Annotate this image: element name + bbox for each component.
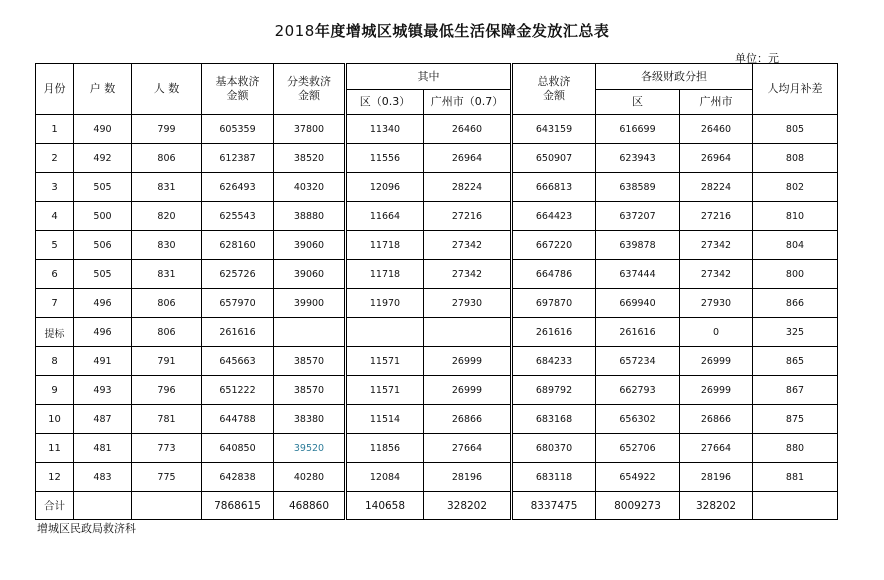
cell-district: 657234 [596,347,680,376]
cell-households: 481 [74,434,132,463]
total-category: 468860 [274,492,346,520]
cell-total: 643159 [512,115,596,144]
title-year: 2018 [274,22,315,40]
cell-month: 4 [36,202,74,231]
cell-month: 5 [36,231,74,260]
cell-city-share: 26964 [424,144,512,173]
table-row [36,376,838,405]
cell-households: 493 [74,376,132,405]
header-total-relief [512,64,596,115]
cell-total: 666813 [512,173,596,202]
cell-category: 37800 [274,115,346,144]
cell-basic: 642838 [202,463,274,492]
cell-people: 831 [132,173,202,202]
cell-month: 8 [36,347,74,376]
header-per-capita: 人均月补差 [753,64,838,115]
table-row [36,115,838,144]
table-row [36,231,838,260]
header-city: 广州市 [680,90,753,115]
cell-per-capita: 880 [753,434,838,463]
cell-district: 616699 [596,115,680,144]
table-row [36,144,838,173]
header-category-relief-line2: 金额 [298,89,320,102]
header-total-relief-line2: 金额 [543,89,565,102]
cell-district: 638589 [596,173,680,202]
cell-basic: 640850 [202,434,274,463]
cell-basic: 612387 [202,144,274,173]
cell-city-share: 27342 [424,231,512,260]
table-row [36,434,838,463]
cell-city-share: 26460 [424,115,512,144]
total-city-share: 328202 [424,492,512,520]
cell-district: 639878 [596,231,680,260]
cell-district-share: 11571 [346,347,424,376]
cell-month: 6 [36,260,74,289]
relief-summary-table [35,63,838,520]
cell-households: 506 [74,231,132,260]
cell-per-capita: 808 [753,144,838,173]
cell-households: 487 [74,405,132,434]
cell-category: 38880 [274,202,346,231]
cell-district-share: 11856 [346,434,424,463]
header-district: 区 [596,90,680,115]
total-district: 8009273 [596,492,680,520]
cell-basic: 651222 [202,376,274,405]
cell-per-capita: 325 [753,318,838,347]
total-label: 合计 [36,492,74,520]
cell-district-share: 11556 [346,144,424,173]
cell-per-capita: 875 [753,405,838,434]
cell-households: 492 [74,144,132,173]
cell-households: 483 [74,463,132,492]
cell-city: 26964 [680,144,753,173]
table-row [36,289,838,318]
cell-total: 650907 [512,144,596,173]
header-basic-relief-line2: 金额 [226,89,249,102]
cell-city-share: 26866 [424,405,512,434]
cell-people: 830 [132,231,202,260]
cell-city-share: 27664 [424,434,512,463]
header-city-share: 广州市（0.7） [424,90,512,115]
cell-per-capita: 800 [753,260,838,289]
cell-district: 656302 [596,405,680,434]
cell-per-capita: 802 [753,173,838,202]
header-basic-relief-line1: 基本救济 [215,75,260,88]
header-basic-relief [202,64,274,115]
cell-district-share: 12096 [346,173,424,202]
header-category-relief [274,64,346,115]
cell-city-share: 27342 [424,260,512,289]
cell-people: 781 [132,405,202,434]
cell-district: 654922 [596,463,680,492]
cell-category: 38570 [274,376,346,405]
cell-people: 820 [132,202,202,231]
cell-city: 27342 [680,231,753,260]
cell-district: 637444 [596,260,680,289]
header-category-relief-line1: 分类救济 [287,75,331,88]
cell-category: 39060 [274,231,346,260]
cell-people: 796 [132,376,202,405]
table-row [36,260,838,289]
cell-city-share: 27930 [424,289,512,318]
cell-basic: 625726 [202,260,274,289]
cell-per-capita: 867 [753,376,838,405]
cell-per-capita: 810 [753,202,838,231]
cell-district-share: 11340 [346,115,424,144]
cell-total: 261616 [512,318,596,347]
cell-month: 11 [36,434,74,463]
cell-category: 40280 [274,463,346,492]
cell-city: 26999 [680,376,753,405]
cell-people: 773 [132,434,202,463]
cell-month: 1 [36,115,74,144]
cell-per-capita: 866 [753,289,838,318]
cell-district-share [346,318,424,347]
cell-city-share [424,318,512,347]
cell-city-share: 28196 [424,463,512,492]
total-row [36,492,838,520]
table-row [36,405,838,434]
cell-city: 28196 [680,463,753,492]
total-basic: 7868615 [202,492,274,520]
cell-district-share: 11718 [346,260,424,289]
footer-department: 增城区民政局救济科 [37,522,136,535]
table-row [36,173,838,202]
cell-total: 689792 [512,376,596,405]
table-row [36,318,838,347]
total-district-share: 140658 [346,492,424,520]
cell-category: 38570 [274,347,346,376]
total-per-capita [753,492,838,520]
cell-district-share: 11571 [346,376,424,405]
table-body [36,115,838,492]
cell-basic: 626493 [202,173,274,202]
cell-category: 38380 [274,405,346,434]
cell-total: 667220 [512,231,596,260]
title-text: 年度增城区城镇最低生活保障金发放汇总表 [314,22,610,40]
cell-people: 791 [132,347,202,376]
cell-total: 683168 [512,405,596,434]
total-city: 328202 [680,492,753,520]
cell-city-share: 28224 [424,173,512,202]
cell-category: 40320 [274,173,346,202]
header-finance-split: 各级财政分担 [596,64,753,90]
cell-people: 806 [132,144,202,173]
cell-people: 831 [132,260,202,289]
cell-month: 10 [36,405,74,434]
cell-month: 7 [36,289,74,318]
cell-district: 662793 [596,376,680,405]
cell-total: 664423 [512,202,596,231]
cell-per-capita: 865 [753,347,838,376]
cell-households: 500 [74,202,132,231]
cell-households: 505 [74,260,132,289]
cell-total: 684233 [512,347,596,376]
cell-month: 12 [36,463,74,492]
cell-category: 38520 [274,144,346,173]
cell-households: 496 [74,289,132,318]
cell-city-share: 27216 [424,202,512,231]
cell-basic: 261616 [202,318,274,347]
header-district-share: 区（0.3） [346,90,424,115]
cell-per-capita: 881 [753,463,838,492]
cell-city: 27342 [680,260,753,289]
cell-month: 2 [36,144,74,173]
cell-city: 28224 [680,173,753,202]
header-total-relief-line1: 总救济 [537,75,571,88]
cell-people: 806 [132,318,202,347]
header-month: 月份 [36,64,74,115]
cell-district: 623943 [596,144,680,173]
cell-category: 39520 [274,434,346,463]
cell-district: 669940 [596,289,680,318]
cell-total: 680370 [512,434,596,463]
cell-city: 0 [680,318,753,347]
cell-people: 775 [132,463,202,492]
sheet-title [0,20,884,41]
cell-district: 637207 [596,202,680,231]
cell-city: 27930 [680,289,753,318]
cell-month: 提标 [36,318,74,347]
cell-city: 27216 [680,202,753,231]
table-row [36,347,838,376]
table-header [36,64,838,115]
cell-district: 261616 [596,318,680,347]
total-total: 8337475 [512,492,596,520]
cell-basic: 645663 [202,347,274,376]
cell-district-share: 12084 [346,463,424,492]
table-row [36,202,838,231]
cell-month: 3 [36,173,74,202]
cell-city: 27664 [680,434,753,463]
cell-district-share: 11514 [346,405,424,434]
cell-total: 683118 [512,463,596,492]
cell-basic: 644788 [202,405,274,434]
cell-people: 806 [132,289,202,318]
cell-households: 496 [74,318,132,347]
cell-total: 664786 [512,260,596,289]
cell-per-capita: 805 [753,115,838,144]
cell-basic: 605359 [202,115,274,144]
cell-category [274,318,346,347]
cell-basic: 657970 [202,289,274,318]
cell-city: 26866 [680,405,753,434]
cell-households: 490 [74,115,132,144]
table-row [36,463,838,492]
cell-district-share: 11718 [346,231,424,260]
cell-month: 9 [36,376,74,405]
cell-city: 26999 [680,347,753,376]
cell-per-capita: 804 [753,231,838,260]
cell-basic: 625543 [202,202,274,231]
header-people: 人 数 [132,64,202,115]
total-people [132,492,202,520]
cell-district-share: 11664 [346,202,424,231]
cell-people: 799 [132,115,202,144]
cell-basic: 628160 [202,231,274,260]
total-households [74,492,132,520]
cell-category: 39060 [274,260,346,289]
unit-label: 单位：元 [735,52,779,65]
cell-city-share: 26999 [424,376,512,405]
cell-city: 26460 [680,115,753,144]
cell-city-share: 26999 [424,347,512,376]
table-footer [36,492,838,520]
cell-households: 505 [74,173,132,202]
cell-district: 652706 [596,434,680,463]
cell-households: 491 [74,347,132,376]
cell-total: 697870 [512,289,596,318]
cell-district-share: 11970 [346,289,424,318]
header-households: 户 数 [74,64,132,115]
cell-category: 39900 [274,289,346,318]
header-of-which: 其中 [346,64,512,90]
